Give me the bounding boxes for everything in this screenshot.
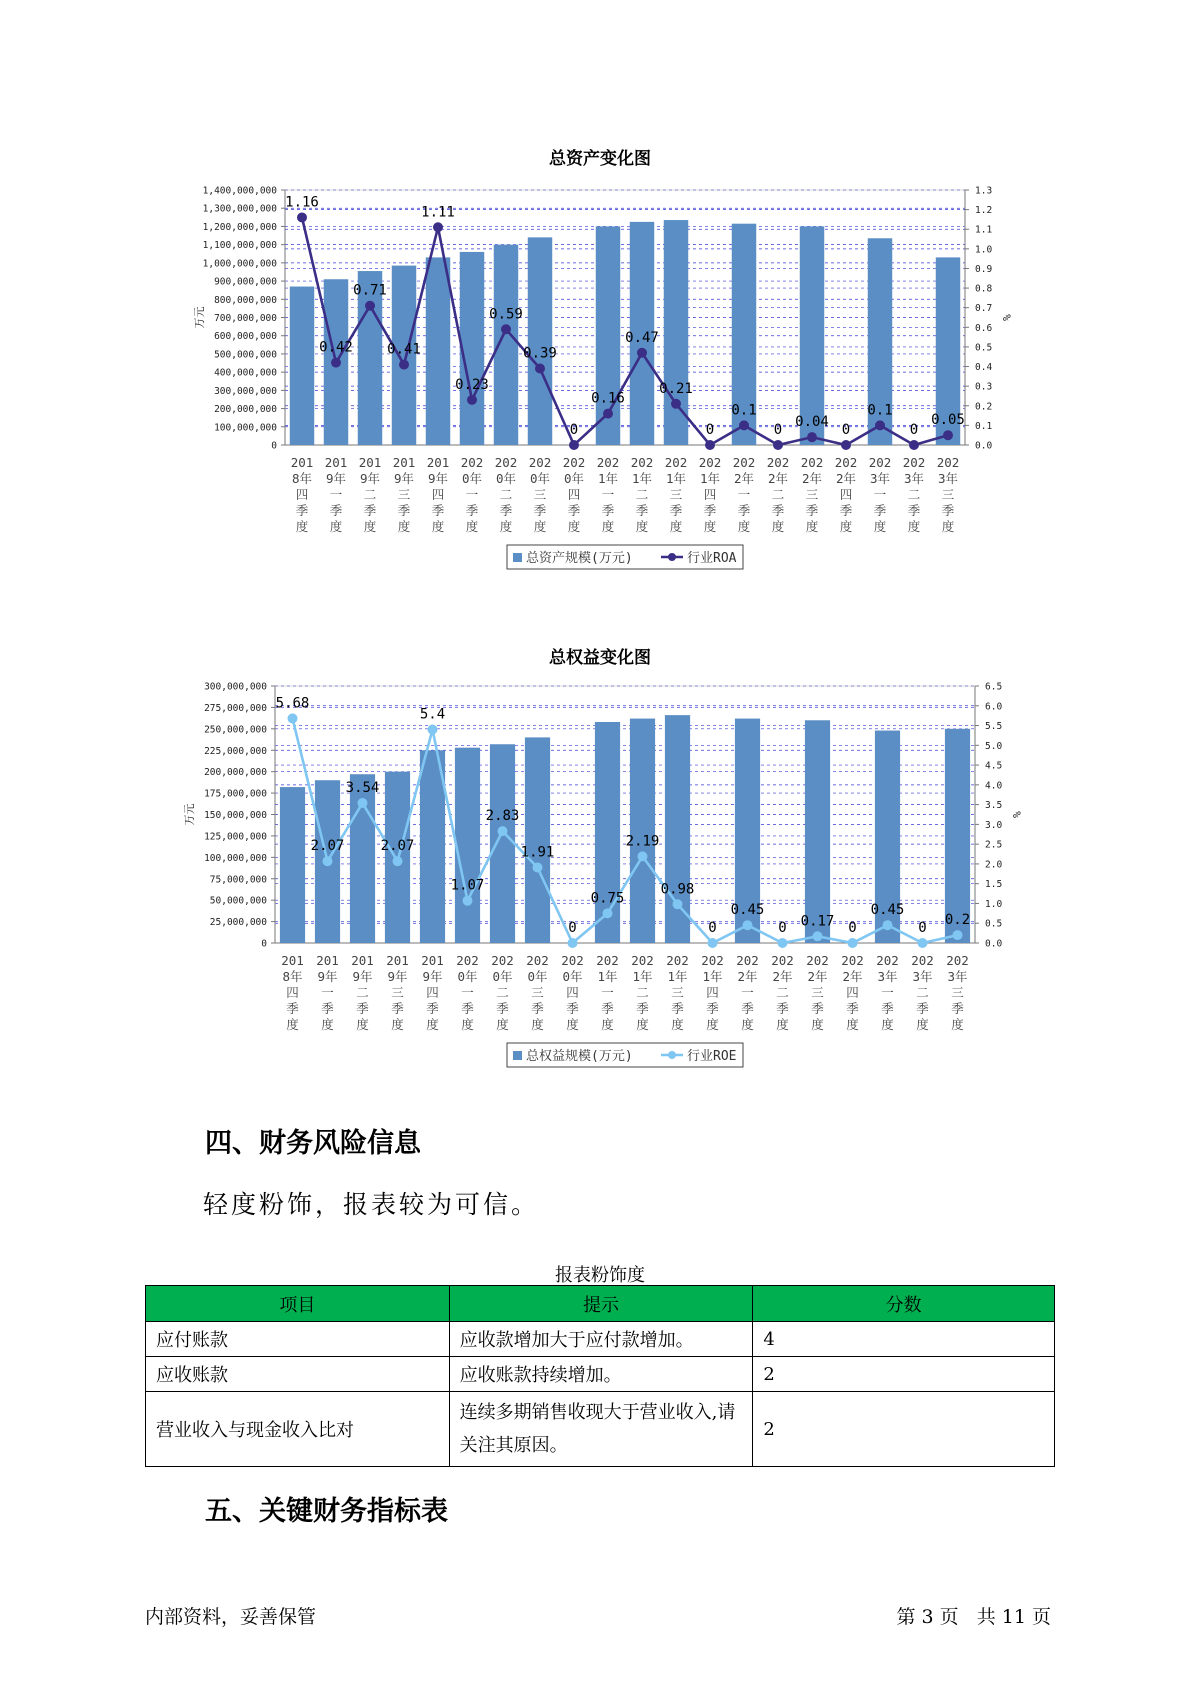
- y-tick-label-left: 275,000,000: [204, 702, 267, 714]
- data-label: 0: [705, 422, 715, 438]
- x-tick-label: 202 1年四季度: [698, 455, 722, 534]
- legend-bar-swatch: [513, 553, 522, 562]
- data-label: 0.98: [660, 881, 695, 898]
- data-label: 3.54: [345, 780, 380, 797]
- bar: [630, 719, 655, 943]
- line-point: [498, 826, 508, 836]
- bar: [525, 737, 550, 943]
- line-point: [358, 798, 368, 808]
- y-tick-label-right: 0.5: [985, 918, 1003, 930]
- line-point: [399, 360, 409, 370]
- x-tick-label: 202 2年四季度: [841, 953, 864, 1032]
- bar: [426, 257, 450, 445]
- total-assets-chart-svg: [170, 140, 1030, 580]
- y-tick-label-left: 300,000,000: [204, 681, 267, 693]
- y-tick-label-right: 1.1: [975, 224, 993, 236]
- x-tick-label: 202 1年一季度: [596, 953, 619, 1032]
- row-score: 4: [753, 1322, 1055, 1357]
- line-point: [603, 908, 613, 918]
- y-tick-label-right: 0.7: [975, 303, 993, 315]
- line-point: [568, 938, 578, 948]
- data-label: 0.2: [944, 912, 971, 929]
- line-point: [918, 938, 928, 948]
- y-axis-label-left: 万元: [183, 803, 196, 826]
- footer-left: 内部资料，妥善保管: [145, 1606, 317, 1628]
- bar: [490, 744, 515, 943]
- bar: [280, 787, 305, 943]
- y-tick-label-left: 800,000,000: [214, 294, 277, 306]
- line-point: [813, 931, 823, 941]
- bar: [945, 729, 970, 943]
- line-point: [909, 440, 919, 450]
- x-tick-label: 202 1年二季度: [631, 953, 654, 1032]
- line-point: [365, 301, 375, 311]
- data-label: 0: [708, 920, 717, 936]
- y-tick-label-right: 1.3: [975, 185, 993, 197]
- y-tick-label-left: 250,000,000: [204, 724, 267, 736]
- y-tick-label-left: 200,000,000: [204, 767, 267, 779]
- data-label: 0: [569, 422, 579, 438]
- line-point: [463, 896, 473, 906]
- data-label: 0.42: [319, 339, 353, 356]
- y-tick-label-left: 50,000,000: [209, 895, 267, 907]
- y-tick-label-right: 0.6: [975, 322, 993, 334]
- x-tick-label: 202 1年三季度: [666, 953, 689, 1032]
- line-point: [953, 930, 963, 940]
- data-label: 0.17: [800, 913, 835, 930]
- x-tick-label: 201 9年三季度: [392, 455, 416, 534]
- data-label: 0.04: [795, 414, 829, 431]
- y-tick-label-left: 175,000,000: [204, 788, 267, 800]
- y-tick-label-left: 1,200,000,000: [202, 221, 277, 233]
- line-point: [739, 420, 749, 430]
- data-label: 0.45: [730, 902, 765, 919]
- data-label: 0.41: [387, 341, 421, 358]
- line-point: [323, 856, 333, 866]
- x-tick-label: 201 9年三季度: [386, 953, 409, 1032]
- line-point: [673, 899, 683, 909]
- bar: [420, 750, 445, 943]
- bar: [664, 220, 688, 445]
- y-tick-label-left: 1,000,000,000: [202, 258, 277, 270]
- row-hint: 连续多期销售收现大于营业收入,请关注其原因。: [449, 1392, 753, 1467]
- data-label: 0.21: [659, 380, 693, 397]
- y-tick-label-left: 700,000,000: [214, 313, 277, 324]
- data-label: 2.83: [485, 808, 520, 825]
- section5-heading: 五、关键财务指标表: [205, 1496, 448, 1527]
- data-label: 0.45: [870, 902, 905, 919]
- table-caption: 报表粉饰度: [555, 1265, 645, 1286]
- y-tick-label-right: 6.0: [985, 701, 1003, 713]
- y-tick-label-left: 0: [271, 440, 277, 452]
- y-tick-label-left: 225,000,000: [204, 745, 267, 757]
- bar: [290, 287, 314, 445]
- line-point: [743, 920, 753, 930]
- data-label: 1.11: [421, 204, 455, 221]
- x-tick-label: 202 3年三季度: [936, 455, 960, 534]
- line-point: [875, 420, 885, 430]
- x-tick-label: 202 1年三季度: [664, 455, 688, 534]
- x-tick-label: 202 0年四季度: [562, 455, 586, 534]
- x-tick-label: 202 1年四季度: [701, 953, 724, 1032]
- line-point: [331, 358, 341, 368]
- data-label: 0.05: [931, 412, 965, 429]
- data-label: 0: [909, 422, 919, 438]
- line-point: [708, 938, 718, 948]
- y-tick-label-left: 400,000,000: [214, 367, 277, 379]
- line-point: [393, 856, 403, 866]
- y-tick-label-left: 200,000,000: [214, 404, 277, 416]
- y-axis-label-right: %: [1010, 811, 1023, 818]
- line-point: [848, 938, 858, 948]
- line-point: [841, 440, 851, 450]
- legend-bar-swatch: [513, 1051, 522, 1060]
- data-label: 5.4: [419, 706, 446, 723]
- data-label: 0.75: [590, 890, 625, 907]
- legend-bar-label: 总权益规模(万元): [526, 1049, 633, 1064]
- x-tick-label: 202 3年二季度: [911, 953, 934, 1032]
- y-tick-label-right: 0.4: [975, 362, 993, 374]
- line-point: [807, 432, 817, 442]
- x-tick-label: 201 8年四季度: [281, 953, 304, 1032]
- x-tick-label: 202 0年四季度: [561, 953, 584, 1032]
- y-tick-label-left: 150,000,000: [204, 810, 267, 821]
- data-label: 0: [778, 920, 787, 936]
- x-tick-label: 202 0年二季度: [491, 953, 514, 1032]
- x-tick-label: 202 3年三季度: [946, 953, 969, 1032]
- x-tick-label: 202 0年三季度: [528, 455, 552, 534]
- bar: [528, 237, 552, 445]
- y-tick-label-left: 0: [261, 938, 267, 950]
- row-item: 营业收入与现金收入比对: [146, 1392, 450, 1467]
- y-tick-label-left: 25,000,000: [209, 917, 267, 929]
- y-tick-label-right: 2.5: [985, 839, 1003, 851]
- data-label: 0: [848, 920, 857, 936]
- data-label: 0.39: [523, 345, 557, 362]
- y-tick-label-left: 900,000,000: [214, 276, 277, 288]
- line-point: [288, 713, 298, 723]
- y-tick-label-right: 1.0: [975, 244, 993, 256]
- y-tick-label-right: 0.0: [985, 938, 1003, 950]
- x-tick-label: 201 9年二季度: [358, 455, 382, 534]
- y-tick-label-right: 0.9: [975, 263, 993, 275]
- x-tick-label: 202 0年二季度: [494, 455, 518, 534]
- x-tick-label: 201 8年四季度: [290, 455, 314, 534]
- line-point: [297, 212, 307, 222]
- data-label: 1.91: [520, 844, 555, 861]
- row-score: 2: [753, 1392, 1055, 1467]
- y-tick-label-left: 100,000,000: [204, 852, 267, 864]
- line-point: [943, 430, 953, 440]
- y-tick-label-right: 5.0: [985, 740, 1003, 752]
- data-label: 2.19: [625, 833, 660, 850]
- y-tick-label-right: 4.5: [985, 760, 1003, 772]
- y-tick-label-left: 125,000,000: [204, 831, 267, 843]
- line-point: [705, 440, 715, 450]
- total-equity-chart: [170, 641, 1030, 1081]
- line-point: [778, 938, 788, 948]
- y-tick-label-left: 500,000,000: [214, 349, 277, 361]
- legend-line-label: 行业ROA: [687, 551, 737, 566]
- header-score: 分数: [753, 1286, 1055, 1322]
- x-tick-label: 202 2年四季度: [834, 455, 858, 534]
- y-tick-label-right: 3.5: [985, 800, 1003, 812]
- line-point: [637, 348, 647, 358]
- line-point: [638, 851, 648, 861]
- line-point: [535, 364, 545, 374]
- footer-right: 第 3 页 共 11 页: [896, 1606, 1051, 1628]
- x-tick-label: 202 0年一季度: [460, 455, 484, 534]
- data-label: 1.07: [450, 877, 485, 894]
- x-tick-label: 202 0年三季度: [526, 953, 549, 1032]
- data-label: 0.71: [353, 282, 387, 299]
- table-row: [146, 1322, 1055, 1357]
- bar: [460, 252, 484, 445]
- data-label: 2.07: [380, 838, 415, 855]
- table-row: [146, 1392, 1055, 1467]
- row-hint: 应收账款持续增加。: [449, 1357, 753, 1392]
- x-tick-label: 202 2年一季度: [732, 455, 756, 534]
- x-tick-label: 201 9年一季度: [324, 455, 348, 534]
- y-tick-label-right: 3.0: [985, 819, 1003, 831]
- line-point: [433, 222, 443, 232]
- line-point: [671, 399, 681, 409]
- y-tick-label-right: 0.3: [975, 381, 993, 393]
- row-score: 2: [753, 1357, 1055, 1392]
- data-label: 0.16: [591, 390, 625, 407]
- legend-line-label: 行业ROE: [687, 1049, 737, 1064]
- bar: [805, 720, 830, 943]
- x-tick-label: 202 0年一季度: [456, 953, 479, 1032]
- legend-line-marker: [668, 1051, 676, 1059]
- table-header-row: [146, 1286, 1055, 1322]
- data-label: 0.47: [625, 329, 659, 346]
- data-label: 0.23: [455, 376, 489, 393]
- y-tick-label-right: 1.2: [975, 205, 993, 217]
- y-tick-label-left: 75,000,000: [209, 874, 267, 886]
- x-tick-label: 202 2年三季度: [806, 953, 829, 1032]
- data-label: 0.1: [867, 402, 893, 419]
- data-label: 0.1: [731, 402, 757, 419]
- y-tick-label-right: 0.0: [975, 440, 993, 452]
- data-label: 0.59: [489, 306, 523, 323]
- x-tick-label: 202 1年一季度: [596, 455, 620, 534]
- y-tick-label-left: 600,000,000: [214, 331, 277, 343]
- row-item: 应付账款: [146, 1322, 450, 1357]
- y-tick-label-right: 0.2: [975, 401, 993, 413]
- total-equity-chart-svg: [170, 641, 1030, 1081]
- bar: [800, 226, 824, 445]
- y-tick-label-left: 1,100,000,000: [202, 240, 277, 252]
- row-hint: 应收款增加大于应付款增加。: [449, 1322, 753, 1357]
- line-point: [773, 440, 783, 450]
- line-point: [428, 724, 438, 734]
- x-tick-label: 202 1年二季度: [630, 455, 654, 534]
- data-label: 1.16: [285, 194, 319, 211]
- y-tick-label-right: 2.0: [985, 859, 1003, 871]
- x-tick-label: 202 2年二季度: [771, 953, 794, 1032]
- data-label: 0: [841, 422, 851, 438]
- data-label: 0: [568, 920, 577, 936]
- line-point: [533, 862, 543, 872]
- line-point: [603, 409, 613, 419]
- y-tick-label-right: 6.5: [985, 681, 1003, 693]
- row-item: 应收账款: [146, 1357, 450, 1392]
- legend-bar-label: 总资产规模(万元): [526, 551, 633, 566]
- y-tick-label-right: 0.1: [975, 420, 993, 432]
- header-item: 项目: [146, 1286, 450, 1322]
- chart-title: 总权益变化图: [549, 648, 651, 668]
- y-axis-label-right: %: [1000, 314, 1013, 321]
- header-hint: 提示: [449, 1286, 753, 1322]
- y-tick-label-left: 300,000,000: [214, 385, 277, 397]
- line-point: [467, 395, 477, 405]
- risk-table: [145, 1285, 1055, 1467]
- y-tick-label-left: 1,300,000,000: [202, 203, 277, 215]
- line-point: [501, 324, 511, 334]
- line-point: [883, 920, 893, 930]
- y-tick-label-right: 4.0: [985, 780, 1003, 792]
- table-row: [146, 1357, 1055, 1392]
- x-tick-label: 202 3年一季度: [876, 953, 899, 1032]
- x-tick-label: 202 3年一季度: [868, 455, 892, 534]
- chart-title: 总资产变化图: [549, 149, 651, 169]
- x-tick-label: 201 9年一季度: [316, 953, 339, 1032]
- y-tick-label-right: 1.5: [985, 879, 1003, 891]
- y-tick-label-left: 1,400,000,000: [202, 185, 277, 197]
- bar: [455, 748, 480, 943]
- x-tick-label: 201 9年四季度: [421, 953, 444, 1032]
- data-label: 2.07: [310, 838, 345, 855]
- y-tick-label-right: 0.8: [975, 283, 993, 295]
- y-tick-label-left: 100,000,000: [214, 422, 277, 434]
- data-label: 0: [773, 422, 783, 438]
- x-tick-label: 202 3年二季度: [902, 455, 926, 534]
- x-tick-label: 202 2年三季度: [800, 455, 824, 534]
- data-label: 0: [918, 920, 927, 936]
- y-tick-label-right: 5.5: [985, 721, 1003, 733]
- line-point: [569, 440, 579, 450]
- y-tick-label-right: 1.0: [985, 898, 1003, 910]
- data-label: 5.68: [275, 695, 310, 712]
- y-axis-label-left: 万元: [193, 306, 206, 329]
- total-assets-chart: [170, 140, 1030, 580]
- x-tick-label: 201 9年四季度: [426, 455, 450, 534]
- x-tick-label: 201 9年二季度: [351, 953, 374, 1032]
- y-tick-label-right: 0.5: [975, 342, 993, 354]
- x-tick-label: 202 2年一季度: [736, 953, 759, 1032]
- risk-summary: 轻度粉饰，报表较为可信。: [203, 1190, 540, 1219]
- legend-line-marker: [668, 553, 676, 561]
- x-tick-label: 202 2年二季度: [766, 455, 790, 534]
- section4-heading: 四、财务风险信息: [205, 1128, 421, 1159]
